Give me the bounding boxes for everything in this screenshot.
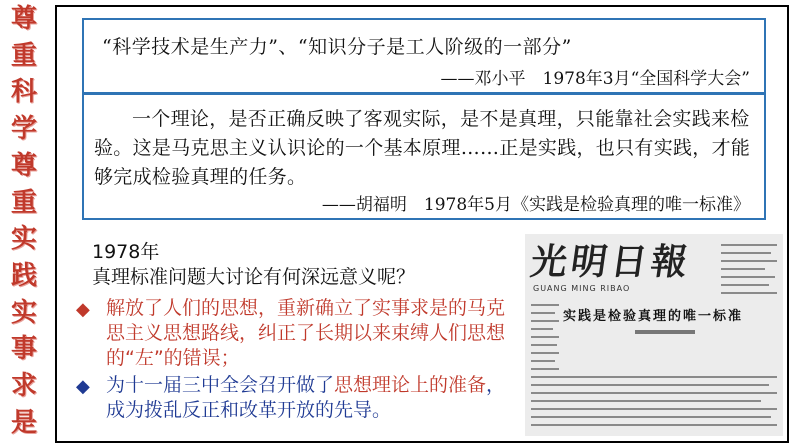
list-item [76, 296, 520, 371]
bullet-text: 解放了人们的思想，重新确立了实事求是的马克思主义思想路线，纠正了长期以来束缚人们思想的“左”的错误； [106, 297, 506, 369]
side-title-char: 尊 [10, 150, 37, 181]
vertical-side-title [4, 6, 44, 436]
diamond-bullet-icon: ◆ [76, 376, 90, 397]
quote-hu-text: 一个理论，是否正确反映了客观实际，是不是真理，只能靠社会实践来检验。这是马克思主义认识论的一个基本原理……正是实践，也只有实践，才能够完成检验真理的任务。 [94, 108, 751, 188]
quote-deng-attribution: ——邓小平 1978年3月“全国科学大会” [440, 69, 750, 89]
highlight-text: 实事求是 [372, 297, 449, 319]
diamond-bullet-icon: ◆ [76, 299, 90, 320]
side-title-char: 实 [10, 224, 37, 255]
quote-box-hu [82, 93, 766, 220]
bullet-text: 为十一届三中全会召开做了思想理论上的准备，成为拨乱反正和改革开放的先导。 [106, 374, 506, 421]
discussion-question: 真理标准问题大讨论有何深远意义呢？ [92, 266, 416, 288]
side-title-char: 践 [10, 261, 37, 292]
side-title-char: 科 [10, 77, 37, 108]
quote-deng-text: “科学技术是生产力”、“知识分子是工人阶级的一部分” [102, 36, 572, 58]
newspaper-masthead-pinyin: GUANG MING RIBAO [533, 284, 631, 293]
highlight-text: 思想理论上的准备 [334, 374, 487, 396]
side-title-char: 学 [10, 114, 37, 145]
side-title-char: 是 [10, 407, 37, 438]
newspaper-headline: 实践是检验真理的唯一标准 [563, 309, 744, 324]
newspaper-masthead: 光明日報 [528, 241, 694, 283]
side-title-char: 实 [10, 297, 37, 328]
side-title-char: 重 [10, 187, 37, 218]
side-title-char: 尊 [10, 4, 37, 34]
newspaper-image [525, 234, 783, 436]
newspaper-byline [635, 330, 695, 334]
significance-list [76, 296, 520, 425]
list-item [76, 373, 520, 423]
quote-box-deng [82, 18, 766, 94]
quote-hu-attribution: ——胡福明 1978年5月《实践是检验真理的唯一标准》 [321, 195, 750, 215]
year-label: 1978年 [92, 241, 160, 263]
side-title-char: 求 [10, 371, 37, 402]
side-title-char: 事 [10, 334, 37, 365]
side-title-char: 重 [10, 40, 37, 71]
